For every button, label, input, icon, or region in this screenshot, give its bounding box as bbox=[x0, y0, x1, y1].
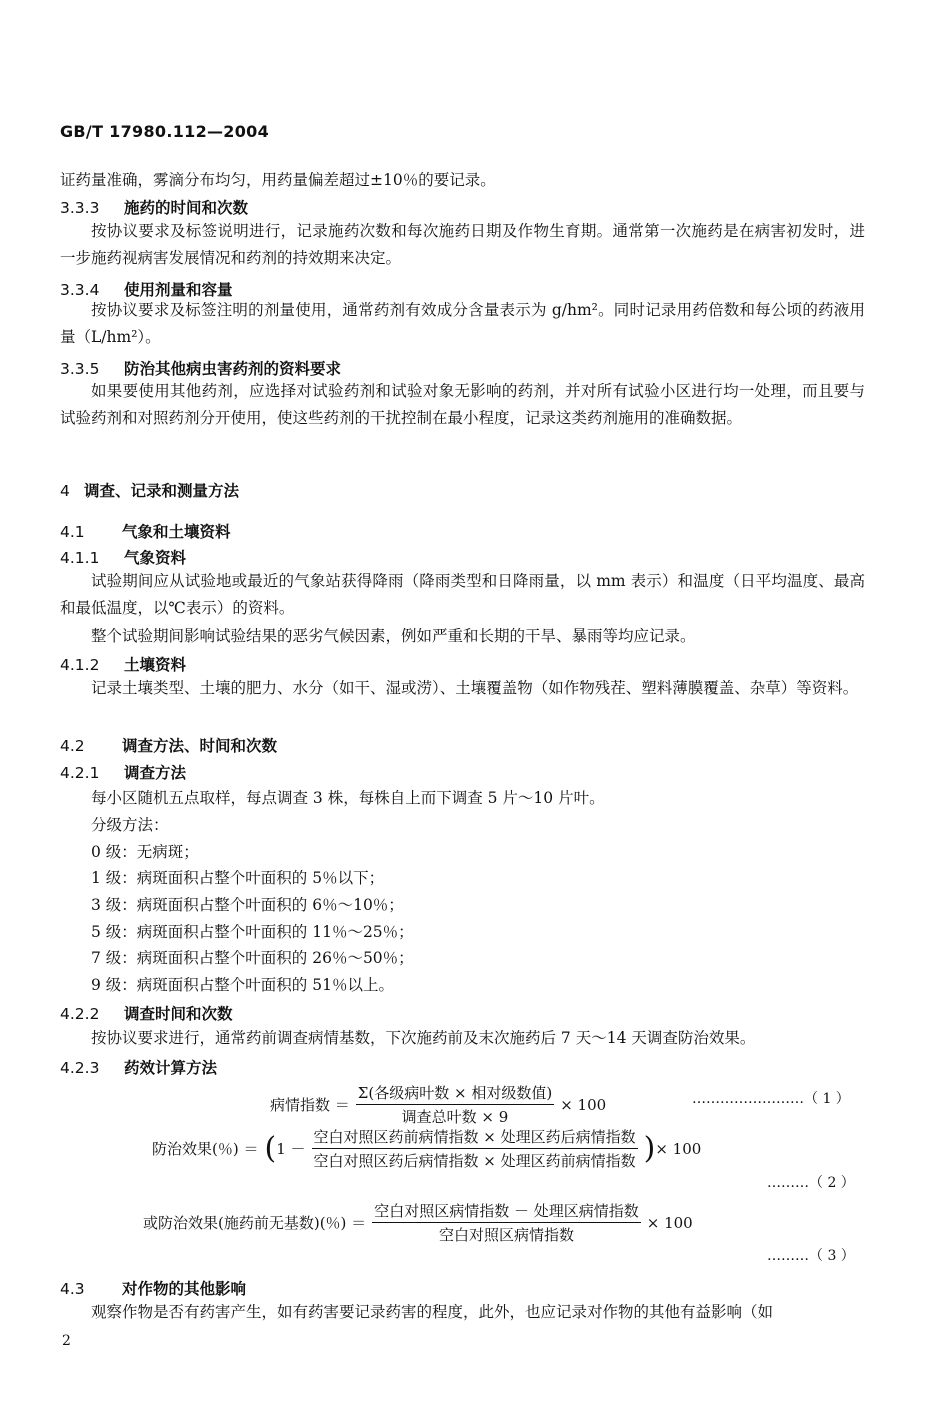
fraction bbox=[372, 1200, 641, 1245]
section-title: 药效计算方法 bbox=[124, 1059, 218, 1077]
formula-one-minus: 1 － bbox=[276, 1140, 306, 1158]
heading-3-3-3 bbox=[60, 196, 248, 218]
fraction bbox=[312, 1126, 638, 1171]
formula-multiplier: × 100 bbox=[646, 1213, 693, 1232]
grade-item: 9 级：病斑面积占整个叶面积的 51％以上。 bbox=[91, 976, 394, 994]
grading-title: 分级方法： bbox=[91, 816, 169, 834]
section-number: 4.2 bbox=[60, 737, 85, 755]
heading-4-1 bbox=[60, 520, 231, 542]
heading-4-2 bbox=[60, 734, 277, 756]
fraction bbox=[356, 1082, 554, 1127]
grade-item: 5 级：病斑面积占整个叶面积的 11％～25％； bbox=[91, 923, 414, 941]
section-title: 施药的时间和次数 bbox=[124, 199, 249, 217]
heading-4-2-2 bbox=[60, 1002, 233, 1024]
standard-number: GB/T 17980.112—2004 bbox=[60, 122, 270, 141]
section-title: 气象资料 bbox=[124, 549, 187, 567]
formula-control-effect bbox=[152, 1126, 701, 1171]
paragraph-4-1-1-a: 试验期间应从试验地或最近的气象站获得降雨（降雨类型和日降雨量，以 mm 表示）和温度（日平均温度、最高和最低温度，以℃表示）的资料。 bbox=[60, 572, 865, 617]
section-number: 4.1 bbox=[60, 523, 85, 541]
section-number: 4.2.1 bbox=[60, 764, 100, 782]
section-title: 调查方法、时间和次数 bbox=[122, 737, 278, 755]
section-number: 3.3.5 bbox=[60, 360, 100, 378]
left-paren: ( bbox=[264, 1130, 277, 1166]
paragraph-4-2-2: 按协议要求进行，通常药前调查病情基数，下次施药前及末次施药后 7 天～14 天调查防治效果。 bbox=[91, 1029, 756, 1047]
grade-item: 0 级：无病斑； bbox=[91, 843, 199, 861]
formula-multiplier: × 100 bbox=[655, 1139, 702, 1158]
paragraph-continued: 证药量准确，雾滴分布均匀，用药量偏差超过±10％的要记录。 bbox=[60, 171, 496, 189]
section-number: 4.1.2 bbox=[60, 656, 100, 674]
heading-4-1-2 bbox=[60, 653, 186, 675]
grade-item: 7 级：病斑面积占整个叶面积的 26％～50％； bbox=[91, 949, 414, 967]
section-number: 4 bbox=[60, 482, 70, 500]
formula-lhs: 病情指数 ＝ bbox=[270, 1096, 350, 1114]
denominator: 空白对照区药后病情指数 × 处理区药前病情指数 bbox=[313, 1152, 636, 1170]
formula-disease-index bbox=[270, 1082, 606, 1127]
grade-item: 1 级：病斑面积占整个叶面积的 5％以下； bbox=[91, 869, 385, 887]
section-number: 3.3.4 bbox=[60, 281, 100, 299]
formula-control-effect-no-base bbox=[143, 1200, 693, 1245]
paragraph-4-2-1: 每小区随机五点取样，每点调查 3 株，每株自上而下调查 5 片～10 片叶。 bbox=[91, 789, 605, 807]
section-title: 调查方法 bbox=[124, 764, 187, 782]
heading-4-1-1 bbox=[60, 546, 186, 568]
right-paren: ) bbox=[643, 1130, 656, 1166]
formula-lhs: 或防治效果(施药前无基数)(％) ＝ bbox=[143, 1214, 367, 1232]
numerator: Σ(各级病叶数 × 相对级数值) bbox=[356, 1082, 554, 1105]
paragraph-3-3-3: 按协议要求及标签说明进行，记录施药次数和每次施药日期及作物生育期。通常第一次施药是在病害初发时，进一步施药视病害发展情况和药剂的持效期来决定。 bbox=[60, 222, 865, 267]
section-number: 4.2.2 bbox=[60, 1005, 100, 1023]
heading-4-2-1 bbox=[60, 761, 186, 783]
numerator: 空白对照区病情指数 － 处理区病情指数 bbox=[372, 1200, 641, 1223]
section-title: 调查、记录和测量方法 bbox=[84, 482, 240, 500]
paragraph-4-1-1-b: 整个试验期间影响试验结果的恶劣气候因素，例如严重和长期的干旱、暴雨等均应记录。 bbox=[91, 627, 696, 645]
equation-number: ………（ 2 ） bbox=[767, 1175, 855, 1191]
heading-4-3 bbox=[60, 1277, 246, 1299]
section-number: 3.3.3 bbox=[60, 199, 100, 217]
formula-lhs: 防治效果(％) ＝ bbox=[152, 1140, 259, 1158]
equation-number: ………（ 3 ） bbox=[767, 1248, 855, 1264]
page-number: 2 bbox=[62, 1333, 71, 1349]
denominator: 空白对照区病情指数 bbox=[438, 1226, 574, 1244]
section-number: 4.3 bbox=[60, 1280, 85, 1298]
paragraph-3-3-5: 如果要使用其他药剂，应选择对试验药剂和试验对象无影响的药剂，并对所有试验小区进行均一处理，而且要与试验药剂和对照药剂分开使用，使这些药剂的干扰控制在最小程度，记录这类药剂施用的准确数据。 bbox=[60, 382, 865, 427]
heading-3-3-5 bbox=[60, 357, 341, 379]
heading-4 bbox=[60, 479, 239, 501]
section-title: 使用剂量和容量 bbox=[124, 281, 233, 299]
section-title: 对作物的其他影响 bbox=[122, 1280, 247, 1298]
paragraph-3-3-4: 按协议要求及标签注明的剂量使用，通常药剂有效成分含量表示为 g/hm²。同时记录用药倍数和每公顷的药液用量（L/hm²）。 bbox=[60, 301, 865, 346]
section-title: 调查时间和次数 bbox=[124, 1005, 233, 1023]
grade-item: 3 级：病斑面积占整个叶面积的 6％～10％； bbox=[91, 896, 404, 914]
section-number: 4.1.1 bbox=[60, 549, 100, 567]
section-title: 气象和土壤资料 bbox=[122, 523, 231, 541]
formula-multiplier: × 100 bbox=[560, 1095, 607, 1114]
paragraph-4-1-2: 记录土壤类型、土壤的肥力、水分（如干、湿或涝）、土壤覆盖物（如作物残茬、塑料薄膜覆盖、杂草）等资料。 bbox=[91, 679, 859, 697]
section-title: 土壤资料 bbox=[124, 656, 187, 674]
numerator: 空白对照区药前病情指数 × 处理区药后病情指数 bbox=[312, 1126, 638, 1149]
paragraph-4-3: 观察作物是否有药害产生，如有药害要记录药害的程度，此外，也应记录对作物的其他有益影响（如 bbox=[91, 1303, 774, 1321]
heading-4-2-3 bbox=[60, 1056, 217, 1078]
denominator: 调查总叶数 × 9 bbox=[401, 1108, 509, 1126]
section-title: 防治其他病虫害药剂的资料要求 bbox=[124, 360, 342, 378]
equation-number: ……………………（ 1 ） bbox=[692, 1091, 850, 1107]
section-number: 4.2.3 bbox=[60, 1059, 100, 1077]
